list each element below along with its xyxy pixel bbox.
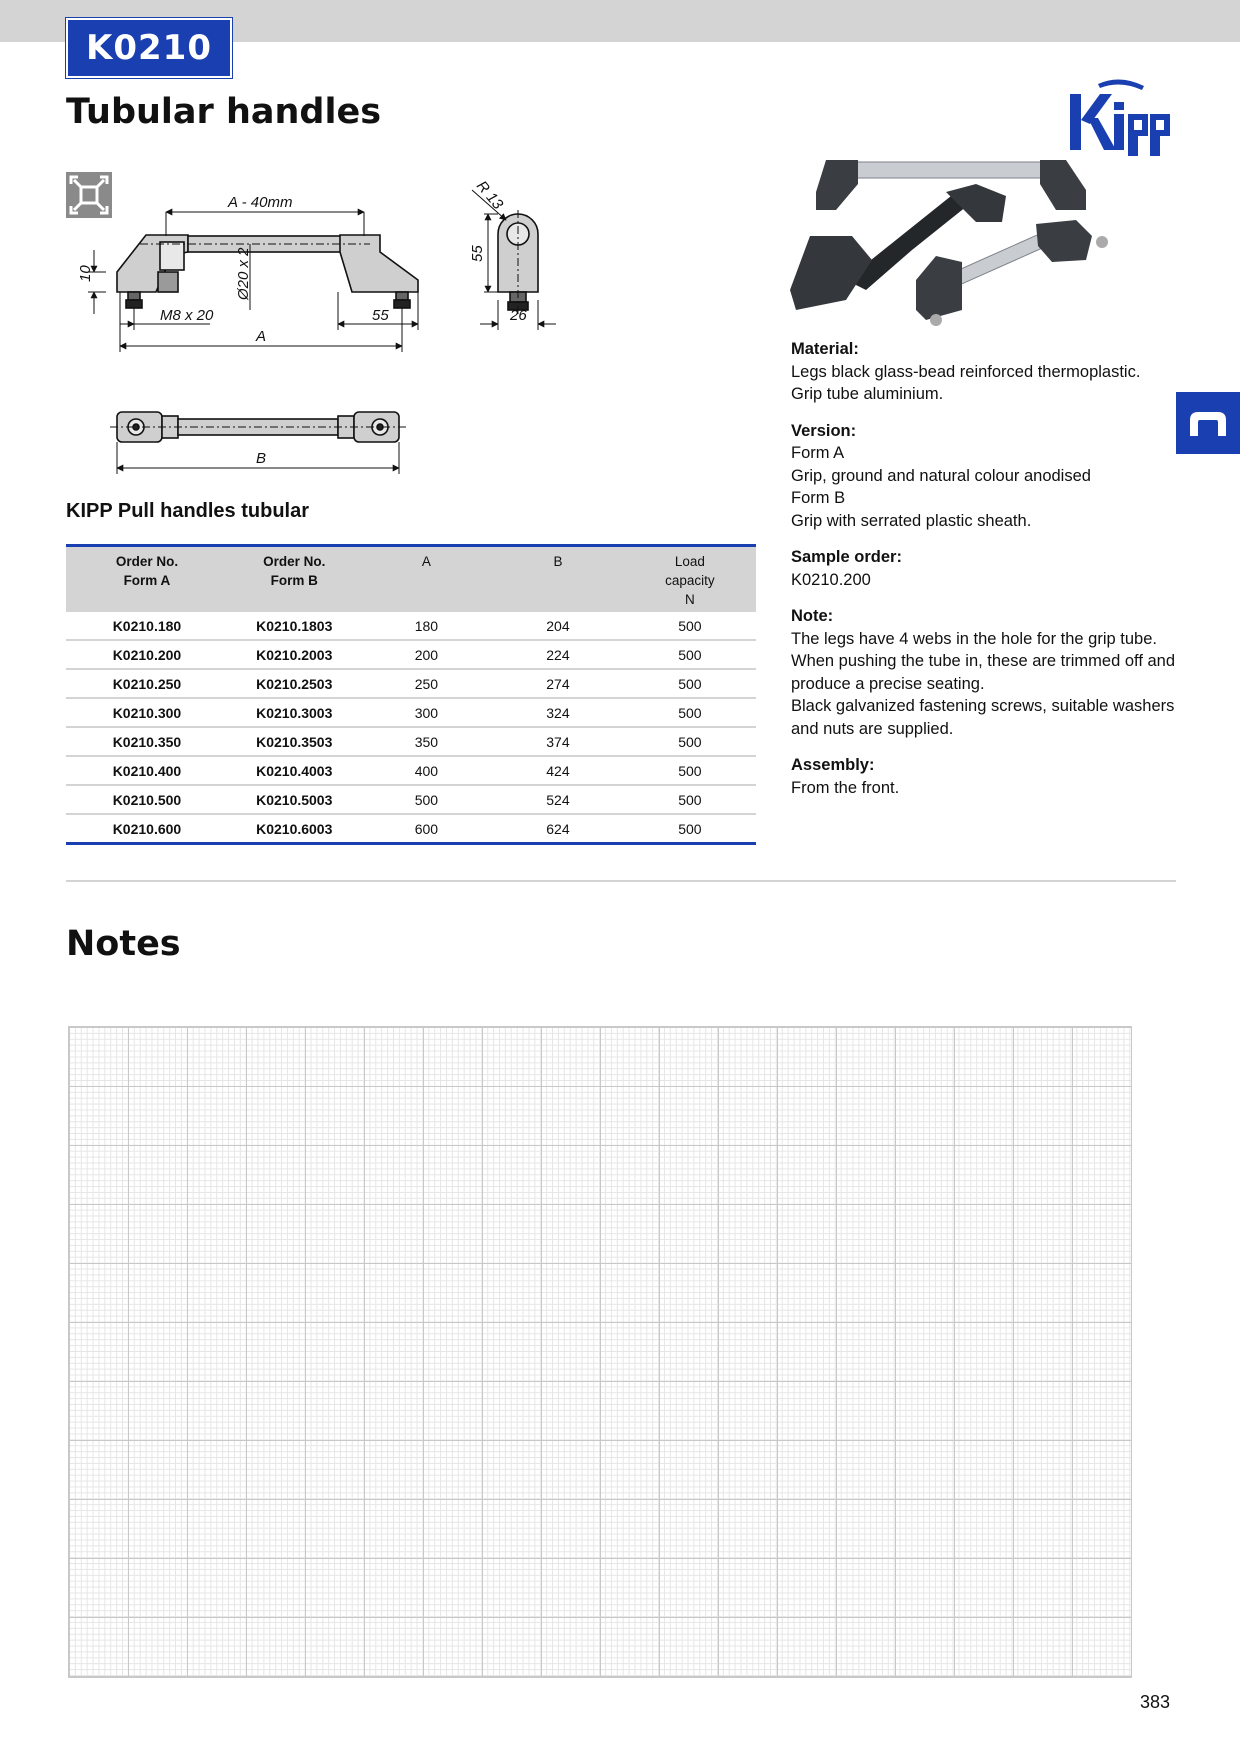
table-row — [66, 669, 756, 698]
cell-form-a: K0210.200 — [66, 640, 228, 669]
table-row — [66, 756, 756, 785]
cell-b: 274 — [492, 669, 624, 698]
header-load: Load capacity N — [624, 546, 756, 613]
cell-form-b: K0210.6003 — [228, 814, 361, 844]
cell-load: 500 — [624, 814, 756, 844]
section-tab[interactable] — [1176, 392, 1240, 454]
header-b: B — [492, 546, 624, 613]
cell-b: 204 — [492, 612, 624, 640]
header-order-form-a: Order No. Form A — [66, 546, 228, 613]
cell-b: 224 — [492, 640, 624, 669]
cell-form-b: K0210.2503 — [228, 669, 361, 698]
cell-load: 500 — [624, 727, 756, 756]
cell-form-b: K0210.4003 — [228, 756, 361, 785]
cell-form-a: K0210.400 — [66, 756, 228, 785]
header-a: A — [361, 546, 493, 613]
dim-radius: R 13 — [472, 177, 507, 213]
dim-b: B — [256, 450, 267, 467]
cell-load: 500 — [624, 640, 756, 669]
table-row — [66, 727, 756, 756]
cell-a: 500 — [361, 785, 493, 814]
product-info — [791, 338, 1181, 813]
cell-form-a: K0210.500 — [66, 785, 228, 814]
dim-offset-55: 55 — [372, 307, 389, 324]
product-code-badge: K0210 — [66, 18, 232, 78]
table-row — [66, 698, 756, 727]
handle-icon — [1176, 392, 1240, 454]
table-row — [66, 785, 756, 814]
spec-table — [66, 544, 756, 845]
cell-form-b: K0210.5003 — [228, 785, 361, 814]
cell-b: 324 — [492, 698, 624, 727]
cell-load: 500 — [624, 669, 756, 698]
dim-thread: M8 x 20 — [160, 307, 214, 324]
dim-a: A — [256, 328, 267, 345]
dim-width-26: 26 — [510, 307, 527, 324]
cell-load: 500 — [624, 612, 756, 640]
cell-b: 424 — [492, 756, 624, 785]
cell-form-b: K0210.2003 — [228, 640, 361, 669]
cell-form-b: K0210.3503 — [228, 727, 361, 756]
cell-form-a: K0210.300 — [66, 698, 228, 727]
cell-form-b: K0210.1803 — [228, 612, 361, 640]
cell-a: 180 — [361, 612, 493, 640]
cell-load: 500 — [624, 785, 756, 814]
cell-a: 200 — [361, 640, 493, 669]
info-version: Version: Form A Grip, ground and natural colour anodised Form B Grip with serrated plastic sheath. — [791, 421, 1091, 530]
table-row — [66, 640, 756, 669]
cell-form-a: K0210.350 — [66, 727, 228, 756]
cell-a: 400 — [361, 756, 493, 785]
cell-b: 524 — [492, 785, 624, 814]
product-photo — [786, 150, 1126, 350]
notes-grid[interactable] — [68, 1026, 1132, 1678]
dim-height-55: 55 — [469, 245, 486, 262]
cell-a: 300 — [361, 698, 493, 727]
dim-a-minus: A - 40mm — [228, 194, 293, 211]
cell-a: 350 — [361, 727, 493, 756]
cell-a: 250 — [361, 669, 493, 698]
dim-tube: Ø20 x 2 — [235, 247, 252, 300]
cell-form-a: K0210.250 — [66, 669, 228, 698]
info-assembly: Assembly: From the front. — [791, 756, 900, 797]
info-material: Material: Legs black glass-bead reinforced thermoplastic. Grip tube aluminium. — [791, 340, 1141, 403]
table-row — [66, 612, 756, 640]
cell-b: 374 — [492, 727, 624, 756]
cell-form-a: K0210.600 — [66, 814, 228, 844]
cell-form-b: K0210.3003 — [228, 698, 361, 727]
info-note: Note: The legs have 4 webs in the hole for the grip tube. When pushing the tube in, these are trimmed off and produce a precise seating. Black galvanized fastening screws, suitable washers and nuts are supplied. — [791, 607, 1176, 738]
info-sample-order: Sample order: K0210.200 — [791, 548, 902, 589]
dim-height-10: 10 — [77, 265, 94, 282]
page-number: 383 — [1140, 1692, 1171, 1712]
cell-form-a: K0210.180 — [66, 612, 228, 640]
technical-drawing — [77, 177, 580, 485]
section-divider — [66, 880, 1176, 882]
cell-load: 500 — [624, 698, 756, 727]
notes-title: Notes — [66, 924, 181, 964]
kipp-logo — [1068, 74, 1180, 160]
table-row — [66, 814, 756, 844]
page-title: Tubular handles — [66, 92, 382, 132]
cell-load: 500 — [624, 756, 756, 785]
header-order-form-b: Order No. Form B — [228, 546, 361, 613]
table-header-row — [66, 546, 756, 613]
cell-a: 600 — [361, 814, 493, 844]
table-title: KIPP Pull handles tubular — [66, 500, 310, 522]
cell-b: 624 — [492, 814, 624, 844]
